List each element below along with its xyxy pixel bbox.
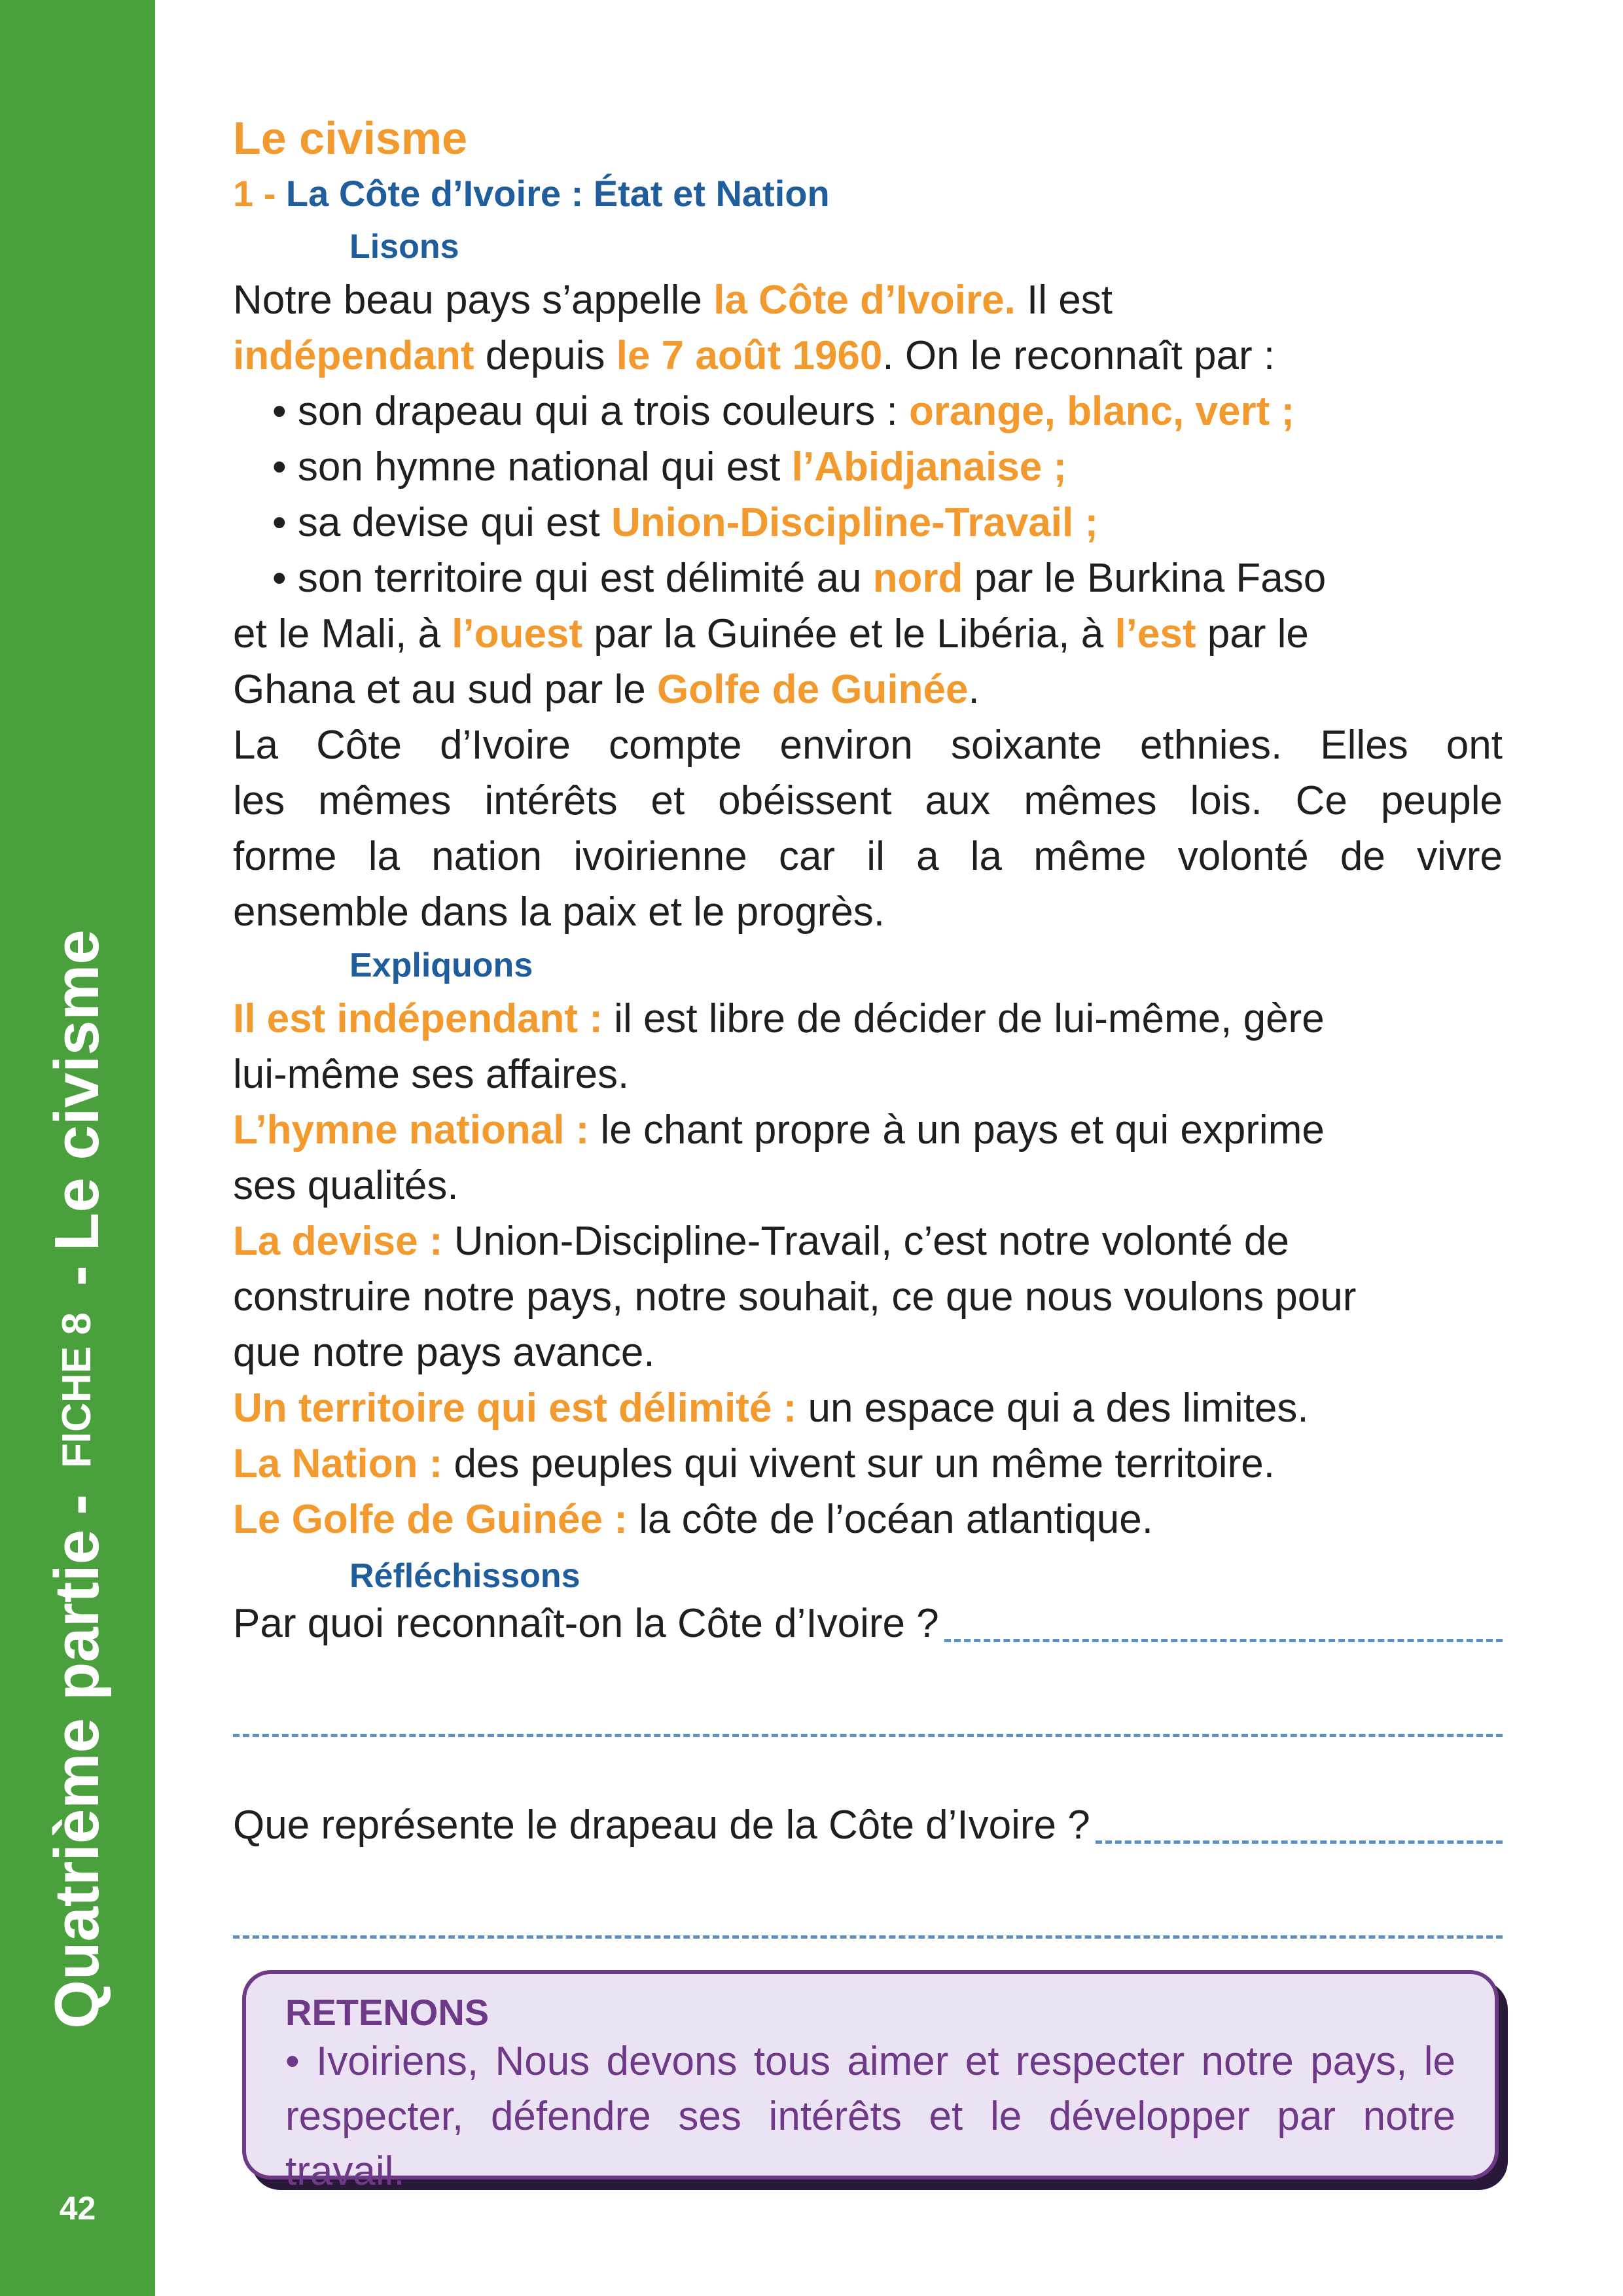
text-line: ensemble dans la paix et le progrès.	[233, 889, 885, 935]
answer-line[interactable]	[1096, 1840, 1503, 1844]
topic-label: Le civisme	[42, 929, 112, 1251]
answer-line[interactable]	[233, 1935, 1503, 1939]
page-content	[233, 110, 1503, 1939]
retenons-box	[242, 1970, 1499, 2194]
definition-cont: construire notre pays, notre souhait, ce que nous voulons pour	[233, 1274, 1357, 1319]
text-line: les mêmes intérêts et obéissent aux mêmes lois. Ce peuple	[233, 778, 1503, 823]
expliquons-heading: Expliquons	[349, 946, 533, 984]
text-line: forme la nation ivoirienne car il a la même volonté de vivre	[233, 834, 1503, 879]
question-2: Que représente le drapeau de la Côte d’Ivoire ?	[233, 1797, 1503, 1853]
retenons-title: RETENONS	[285, 1992, 490, 2033]
definition: Un territoire qui est délimité : un espace qui a des limites.	[233, 1386, 1309, 1431]
definition-cont: lui-même ses affaires.	[233, 1052, 630, 1097]
definition-cont: que notre pays avance.	[233, 1330, 655, 1375]
bullet-item: • sa devise qui est Union-Discipline-Travail ;	[272, 500, 1099, 545]
definition-cont: ses qualités.	[233, 1163, 459, 1208]
answer-line[interactable]	[944, 1639, 1503, 1642]
subsection-number: 1 -	[233, 173, 276, 214]
text-line: Notre beau pays s’appelle la Côte d’Ivoire. Il est	[233, 278, 1113, 323]
definition: L’hymne national : le chant propre à un pays et qui exprime	[233, 1107, 1325, 1153]
retenons-text: • Ivoiriens, Nous devons tous aimer et respecter notre pays, le respecter, défendre ses intérêts et le développer par notre travail.	[285, 2039, 1455, 2194]
text-line: et le Mali, à l’ouest par la Guinée et le Libéria, à l’est par le	[233, 611, 1309, 656]
bullet-item: • son drapeau qui a trois couleurs : orange, blanc, vert ;	[272, 389, 1295, 434]
text-line: Ghana et au sud par le Golfe de Guinée.	[233, 667, 980, 712]
sidebar-title	[12, 929, 143, 2029]
separator: -	[42, 1265, 112, 1287]
text-line: La Côte d’Ivoire compte environ soixante ethnies. Elles ont	[233, 723, 1503, 768]
bullet-item: • son territoire qui est délimité au nord par le Burkina Faso	[272, 556, 1327, 601]
fiche-label: FICHE 8	[54, 1312, 99, 1468]
subsection-title	[233, 166, 1503, 221]
part-label: Quatrième partie	[42, 1529, 112, 2029]
section-title: Le civisme	[233, 113, 467, 164]
answer-line[interactable]	[233, 1734, 1503, 1737]
definition: Le Golfe de Guinée : la côte de l’océan atlantique.	[233, 1497, 1153, 1542]
bullet-item: • son hymne national qui est l’Abidjanaise ;	[272, 444, 1067, 490]
page-number: 42	[59, 2190, 96, 2227]
separator: -	[42, 1494, 112, 1515]
subsection-text: La Côte d’Ivoire : État et Nation	[285, 173, 830, 214]
definition: La Nation : des peuples qui vivent sur un même territoire.	[233, 1441, 1275, 1486]
definition: Il est indépendant : il est libre de décider de lui-même, gère	[233, 996, 1325, 1041]
lisons-heading: Lisons	[349, 228, 459, 266]
text-line: indépendant depuis le 7 août 1960. On le reconnaît par :	[233, 333, 1275, 378]
definition: La devise : Union-Discipline-Travail, c’est notre volonté de	[233, 1219, 1289, 1264]
reflechissons-heading: Réfléchissons	[349, 1557, 580, 1595]
sidebar	[0, 0, 155, 2296]
question-1: Par quoi reconnaît-on la Côte d’Ivoire ?	[233, 1596, 1503, 1651]
